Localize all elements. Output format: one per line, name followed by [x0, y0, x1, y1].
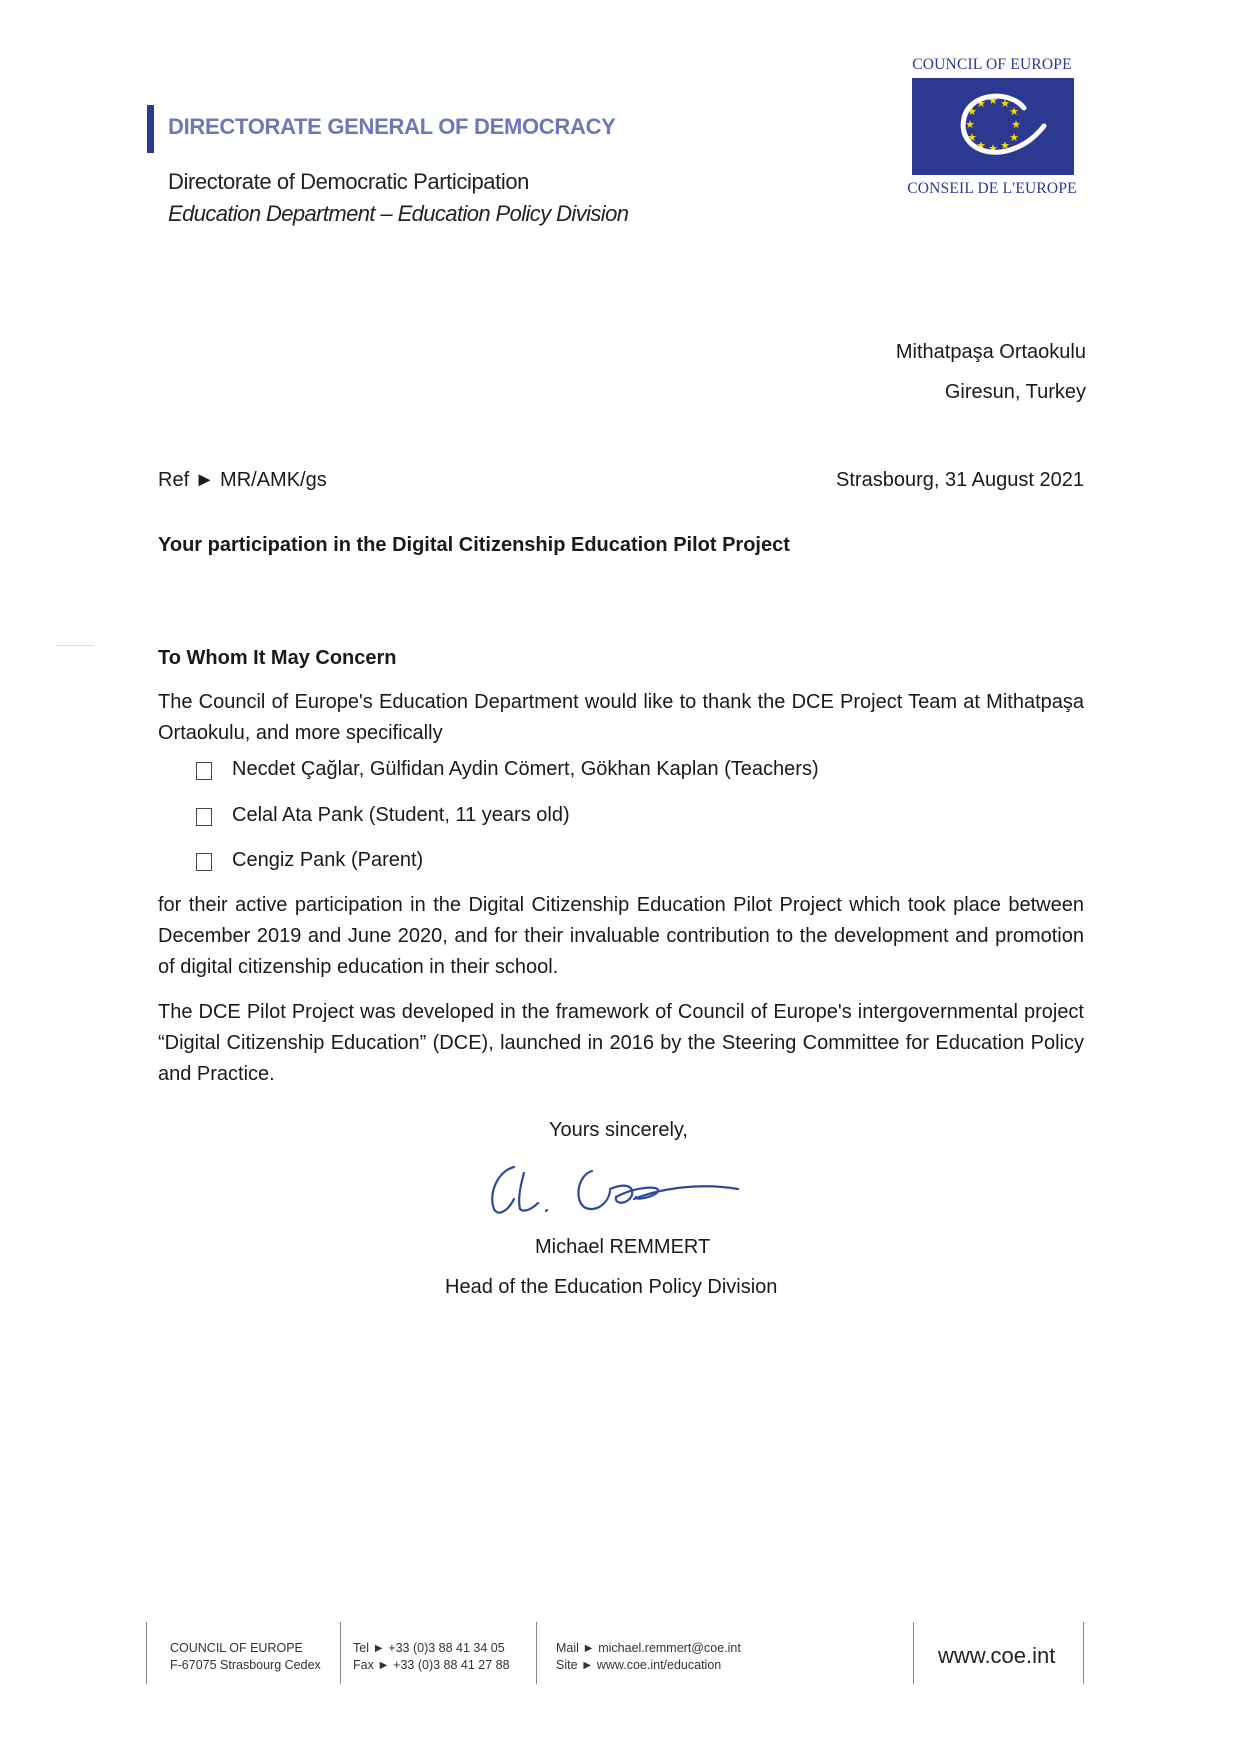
- department-subtitle: Education Department – Education Policy Division: [168, 201, 629, 226]
- letter-subject: Your participation in the Digital Citizenship Education Pilot Project: [158, 534, 790, 556]
- header-accent-bar: [147, 105, 154, 153]
- fold-mark: [56, 645, 94, 646]
- svg-text:★: ★: [1009, 105, 1019, 118]
- footer-divider: [146, 1622, 147, 1684]
- letter-date: Strasbourg, 31 August 2021: [836, 469, 1084, 491]
- svg-text:★: ★: [976, 97, 986, 110]
- footer-divider: [536, 1622, 537, 1684]
- directorate-title: DIRECTORATE GENERAL OF DEMOCRACY: [168, 114, 616, 139]
- svg-text:★: ★: [988, 142, 998, 155]
- closing: Yours sincerely,: [549, 1119, 688, 1141]
- footer-org: COUNCIL OF EUROPE: [170, 1641, 303, 1655]
- logo-stars-icon: [912, 78, 1074, 175]
- svg-text:★: ★: [1000, 139, 1010, 152]
- intro-paragraph: The Council of Europe's Education Department would like to thank the DCE Project Team at Mithatpaşa Ortaokulu, and more specifically: [158, 691, 1084, 744]
- svg-text:★: ★: [988, 94, 998, 107]
- salutation: To Whom It May Concern: [158, 647, 397, 669]
- footer-divider: [340, 1622, 341, 1684]
- list-item: Cengiz Pank (Parent): [232, 849, 424, 871]
- signatory-title: Head of the Education Policy Division: [445, 1276, 778, 1298]
- footer-website-link[interactable]: www.coe.int: [938, 1643, 1056, 1668]
- recipient-city: Giresun, Turkey: [944, 381, 1086, 403]
- thanks-paragraph: for their active participation in the Digital Citizenship Education Pilot Project which took place between December 2019 and June 2020, and for their invaluable contribution to the development and promotion of digital citizenship education in their school.: [158, 894, 1084, 978]
- footer-address: F-67075 Strasbourg Cedex: [170, 1658, 321, 1672]
- footer-mail-link[interactable]: Mail ► michael.remmert@coe.int: [556, 1641, 741, 1655]
- footer-tel: Tel ► +33 (0)3 88 41 34 05: [353, 1641, 505, 1655]
- council-of-europe-logo: [912, 78, 1074, 175]
- list-item: Celal Ata Pank (Student, 11 years old): [232, 804, 570, 826]
- list-item: Necdet Çağlar, Gülfidan Aydin Cömert, Gökhan Kaplan (Teachers): [232, 758, 819, 780]
- directorate-subtitle: Directorate of Democratic Participation: [168, 169, 529, 194]
- bullet-marker-icon: [196, 762, 212, 780]
- footer-fax: Fax ► +33 (0)3 88 41 27 88: [353, 1658, 510, 1672]
- logo-bottom-text: CONSEIL DE L'EUROPE: [907, 180, 1077, 197]
- svg-text:★: ★: [976, 139, 986, 152]
- svg-text:★: ★: [1011, 118, 1021, 131]
- framework-paragraph: The DCE Pilot Project was developed in the framework of Council of Europe's intergovernmental project “Digital Citizenship Education” (DCE), launched in 2016 by the Steering Committee for Education Policy and Practice.: [158, 1001, 1084, 1085]
- svg-text:★: ★: [1000, 97, 1010, 110]
- footer-divider: [913, 1622, 914, 1684]
- svg-text:★: ★: [967, 105, 977, 118]
- footer-divider: [1083, 1622, 1084, 1684]
- logo-top-text: COUNCIL OF EUROPE: [912, 56, 1072, 73]
- svg-text:★: ★: [965, 118, 975, 131]
- signatory-name: Michael REMMERT: [535, 1236, 711, 1258]
- bullet-marker-icon: [196, 853, 212, 871]
- bullet-marker-icon: [196, 808, 212, 826]
- svg-text:★: ★: [1009, 131, 1019, 144]
- svg-text:★: ★: [967, 131, 977, 144]
- reference: Ref ► MR/AMK/gs: [158, 469, 327, 491]
- footer-site-link[interactable]: Site ► www.coe.int/education: [556, 1658, 722, 1672]
- signature: [484, 1153, 764, 1228]
- recipient-name: Mithatpaşa Ortaokulu: [895, 341, 1086, 363]
